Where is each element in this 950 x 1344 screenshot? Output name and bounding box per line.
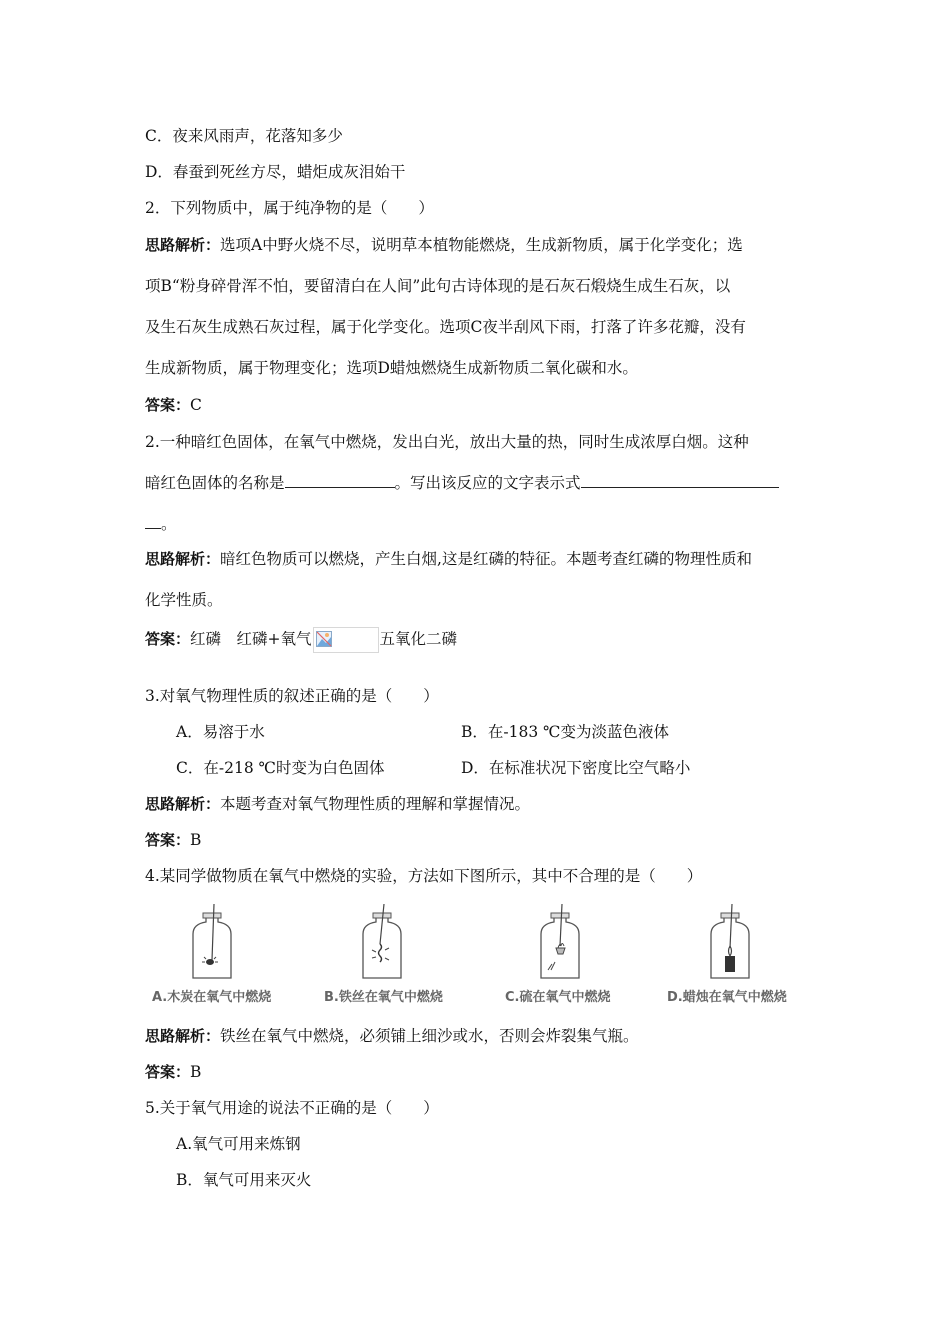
answer-label: 答案： [145, 396, 191, 414]
q2a-answer [145, 395, 202, 415]
q3-analysis [145, 794, 530, 814]
answer-label: 答案： [145, 1063, 191, 1081]
jar-sulfur-figure [536, 904, 586, 984]
q2a-question: 2．下列物质中，属于纯净物的是（ ） [145, 199, 434, 217]
q3-option-b: B．在-183 ℃变为淡蓝色液体 [461, 723, 669, 741]
fill-blank-name [285, 471, 395, 488]
q2a-analysis-line-4: 生成新物质，属于物理变化；选项D蜡烛燃烧生成新物质二氧化碳和水。 [145, 359, 638, 377]
figure-caption-a: A.木炭在氧气中燃烧 [152, 990, 272, 1005]
jar-iron-wire-figure [358, 904, 408, 984]
q1-option-c: C．夜来风雨声，花落知多少 [145, 127, 343, 145]
q5-option-a: A.氧气可用来炼钢 [176, 1135, 301, 1153]
answer-text-b: 五氧化二磷 [379, 630, 458, 648]
q5-question: 5.关于氧气用途的说法不正确的是（ ） [145, 1099, 439, 1117]
q3-option-a: A．易溶于水 [176, 723, 265, 741]
q5-option-b: B．氧气可用来灭火 [176, 1171, 312, 1189]
q4-answer [145, 1062, 201, 1082]
analysis-text: 铁丝在氧气中燃烧，必须铺上细沙或水，否则会炸裂集气瓶。 [220, 1027, 639, 1045]
answer-value: C [190, 396, 202, 414]
q4-question: 4.某同学做物质在氧气中燃烧的实验，方法如下图所示，其中不合理的是（ ） [145, 867, 703, 885]
analysis-label: 思路解析： [145, 795, 221, 813]
q2b-text-c: 。 [161, 515, 177, 533]
q2b-analysis-line-2: 化学性质。 [145, 591, 223, 609]
q3-option-d: D．在标准状况下密度比空气略小 [461, 759, 691, 777]
q1-option-d: D．春蚕到死丝方尽，蜡炬成灰泪始干 [145, 163, 406, 181]
figure-caption-c: C.硫在氧气中燃烧 [505, 990, 611, 1005]
q4-analysis [145, 1026, 639, 1046]
answer-label: 答案： [145, 630, 191, 648]
q2b-text-b: 。写出该反应的文字表示式 [394, 474, 581, 492]
q2b-question-line-2 [145, 471, 779, 493]
analysis-label: 思路解析： [145, 550, 221, 568]
q3-option-c: C．在-218 ℃时变为白色固体 [176, 759, 385, 777]
reaction-condition-image [313, 627, 379, 653]
q2b-question-line-1: 2.一种暗红色固体，在氧气中燃烧，发出白光，放出大量的热，同时生成浓厚白烟。这种 [145, 433, 749, 451]
analysis-text: 暗红色物质可以燃烧，产生白烟,这是红磷的特征。本题考查红磷的物理性质和 [220, 550, 752, 568]
analysis-text: 选项A中野火烧不尽，说明草本植物能燃烧，生成新物质，属于化学变化；选 [220, 236, 743, 254]
figure-caption-d: D.蜡烛在氧气中燃烧 [667, 990, 787, 1005]
q3-answer [145, 830, 201, 850]
jar-charcoal-figure [188, 904, 238, 984]
q2a-analysis-line-3: 及生石灰生成熟石灰过程，属于化学变化。选项C夜半刮风下雨，打落了许多花瓣，没有 [145, 318, 746, 336]
q3-question: 3.对氧气物理性质的叙述正确的是（ ） [145, 687, 439, 705]
answer-label: 答案： [145, 831, 191, 849]
analysis-label: 思路解析： [145, 236, 221, 254]
q2b-text-a: 暗红色固体的名称是 [145, 474, 285, 492]
fill-blank-continued [145, 512, 161, 529]
jar-candle-figure [706, 904, 756, 984]
q2b-question-line-3 [145, 512, 177, 534]
answer-text-a: 红磷 红磷+氧气 [190, 630, 312, 648]
analysis-label: 思路解析： [145, 1027, 221, 1045]
figure-caption-b: B.铁丝在氧气中燃烧 [324, 990, 443, 1005]
broken-image-icon [316, 631, 332, 647]
q2b-analysis-line-1 [145, 549, 752, 569]
q2a-analysis-line-2: 项B“粉身碎骨浑不怕，要留清白在人间”此句古诗体现的是石灰石煅烧生成生石灰，以 [145, 277, 731, 295]
q2a-analysis-line-1 [145, 235, 743, 255]
answer-value: B [190, 1063, 202, 1081]
q2b-answer [145, 627, 457, 653]
fill-blank-expression [581, 471, 779, 488]
answer-value: B [190, 831, 202, 849]
analysis-text: 本题考查对氧气物理性质的理解和掌握情况。 [220, 795, 531, 813]
